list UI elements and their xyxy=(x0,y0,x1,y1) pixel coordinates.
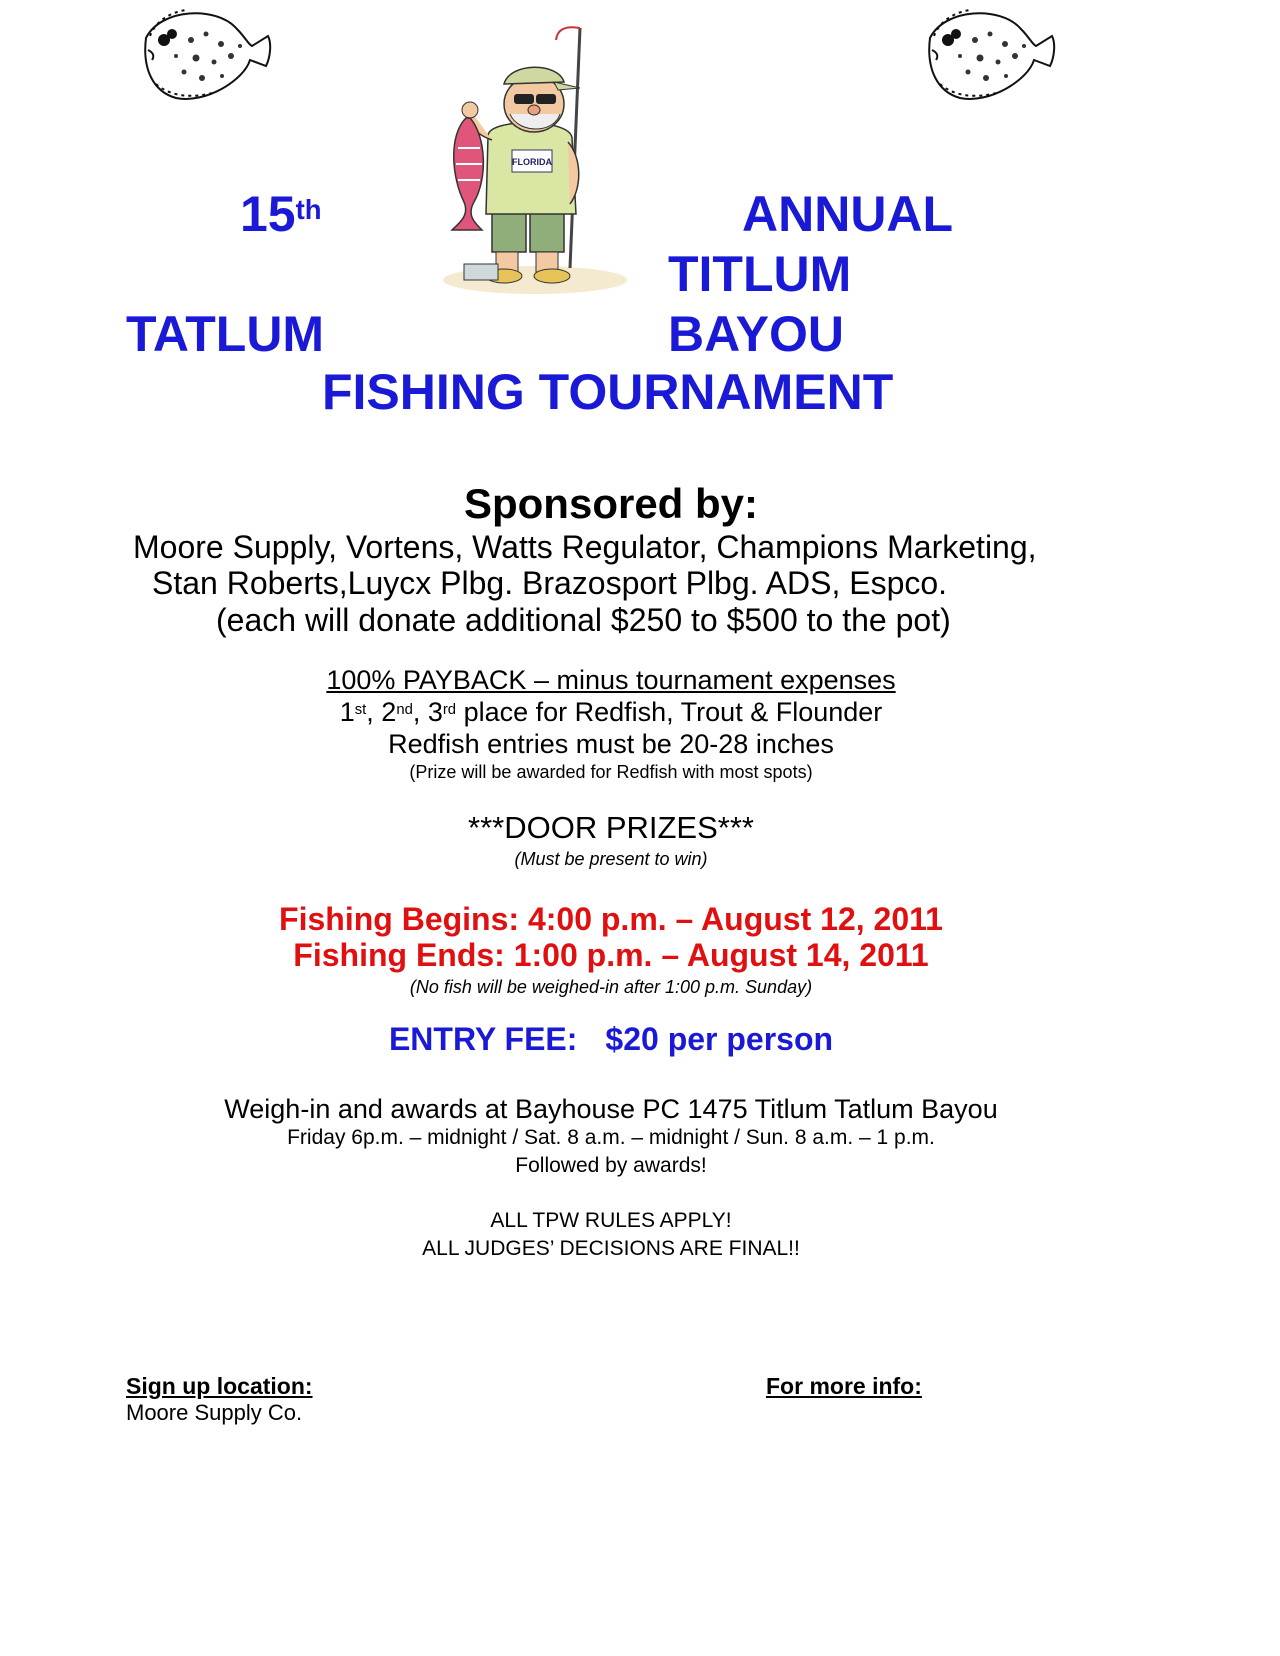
fishing-begins: Fishing Begins: 4:00 p.m. – August 12, 2011 xyxy=(279,901,943,937)
title-tatlum: TATLUM xyxy=(126,306,325,362)
svg-text:FLORIDA: FLORIDA xyxy=(512,157,552,167)
fisherman-cartoon-icon xyxy=(430,18,630,300)
place-second: , 2 xyxy=(366,697,397,727)
weigh-in-location: Weigh-in and awards at Bayhouse PC 1475 Titlum Tatlum Bayou xyxy=(224,1094,998,1124)
title-annual: ANNUAL xyxy=(742,186,954,242)
places-rest: place for Redfish, Trout & Flounder xyxy=(456,697,883,727)
sponsors-line-3: (each will donate additional $250 to $500 to the pot) xyxy=(216,602,951,638)
awards-note: Followed by awards! xyxy=(515,1154,707,1177)
signup-location: Moore Supply Co. xyxy=(126,1400,303,1425)
place-second-suffix: nd xyxy=(396,701,413,718)
tpw-rules: ALL TPW RULES APPLY! xyxy=(490,1209,732,1232)
title-edition-suffix: th xyxy=(295,193,322,225)
signup-heading: Sign up location: xyxy=(126,1373,313,1399)
fishing-ends: Fishing Ends: 1:00 p.m. – August 14, 2011 xyxy=(293,937,929,973)
entry-fee-label: ENTRY FEE: xyxy=(388,1021,578,1057)
door-prizes-heading: ***DOOR PRIZES*** xyxy=(468,810,754,845)
redfish-spots-note: (Prize will be awarded for Redfish with most spots) xyxy=(409,762,813,782)
title-titlum: TITLUM xyxy=(668,246,852,302)
title-bayou: BAYOU xyxy=(668,306,844,362)
title-edition-number: 15 xyxy=(240,186,296,242)
judges-decisions: ALL JUDGES’ DECISIONS ARE FINAL!! xyxy=(422,1237,800,1260)
more-info-heading: For more info: xyxy=(766,1373,922,1399)
places-line xyxy=(0,696,1222,728)
entry-fee xyxy=(0,1020,1222,1058)
entry-fee-value: $20 per person xyxy=(605,1021,834,1057)
payback-line xyxy=(0,664,1222,696)
weigh-in-cutoff-note: (No fish will be weighed-in after 1:00 p.m. Sunday) xyxy=(409,977,813,997)
sponsors-line-2: Stan Roberts,Luycx Plbg. Brazosport Plbg. ADS, Espco. xyxy=(152,565,948,601)
payback-text: 100% PAYBACK – minus tournament expenses xyxy=(326,665,896,695)
door-prizes-note: (Must be present to win) xyxy=(514,849,708,869)
place-third: , 3 xyxy=(412,697,443,727)
place-first-suffix: st xyxy=(354,701,367,718)
flounder-left-icon xyxy=(136,0,276,108)
weigh-in-hours: Friday 6p.m. – midnight / Sat. 8 a.m. – midnight / Sun. 8 a.m. – 1 p.m. xyxy=(287,1126,935,1149)
sponsors-heading: Sponsored by: xyxy=(463,480,759,527)
place-first: 1 xyxy=(339,697,355,727)
sponsors-line-1: Moore Supply, Vortens, Watts Regulator, Champions Marketing, xyxy=(133,529,1037,565)
redfish-size-rule: Redfish entries must be 20-28 inches xyxy=(388,729,834,759)
flounder-right-icon xyxy=(920,0,1060,108)
place-third-suffix: rd xyxy=(442,701,457,718)
title-tournament: FISHING TOURNAMENT xyxy=(322,364,894,420)
title-edition xyxy=(240,186,322,242)
